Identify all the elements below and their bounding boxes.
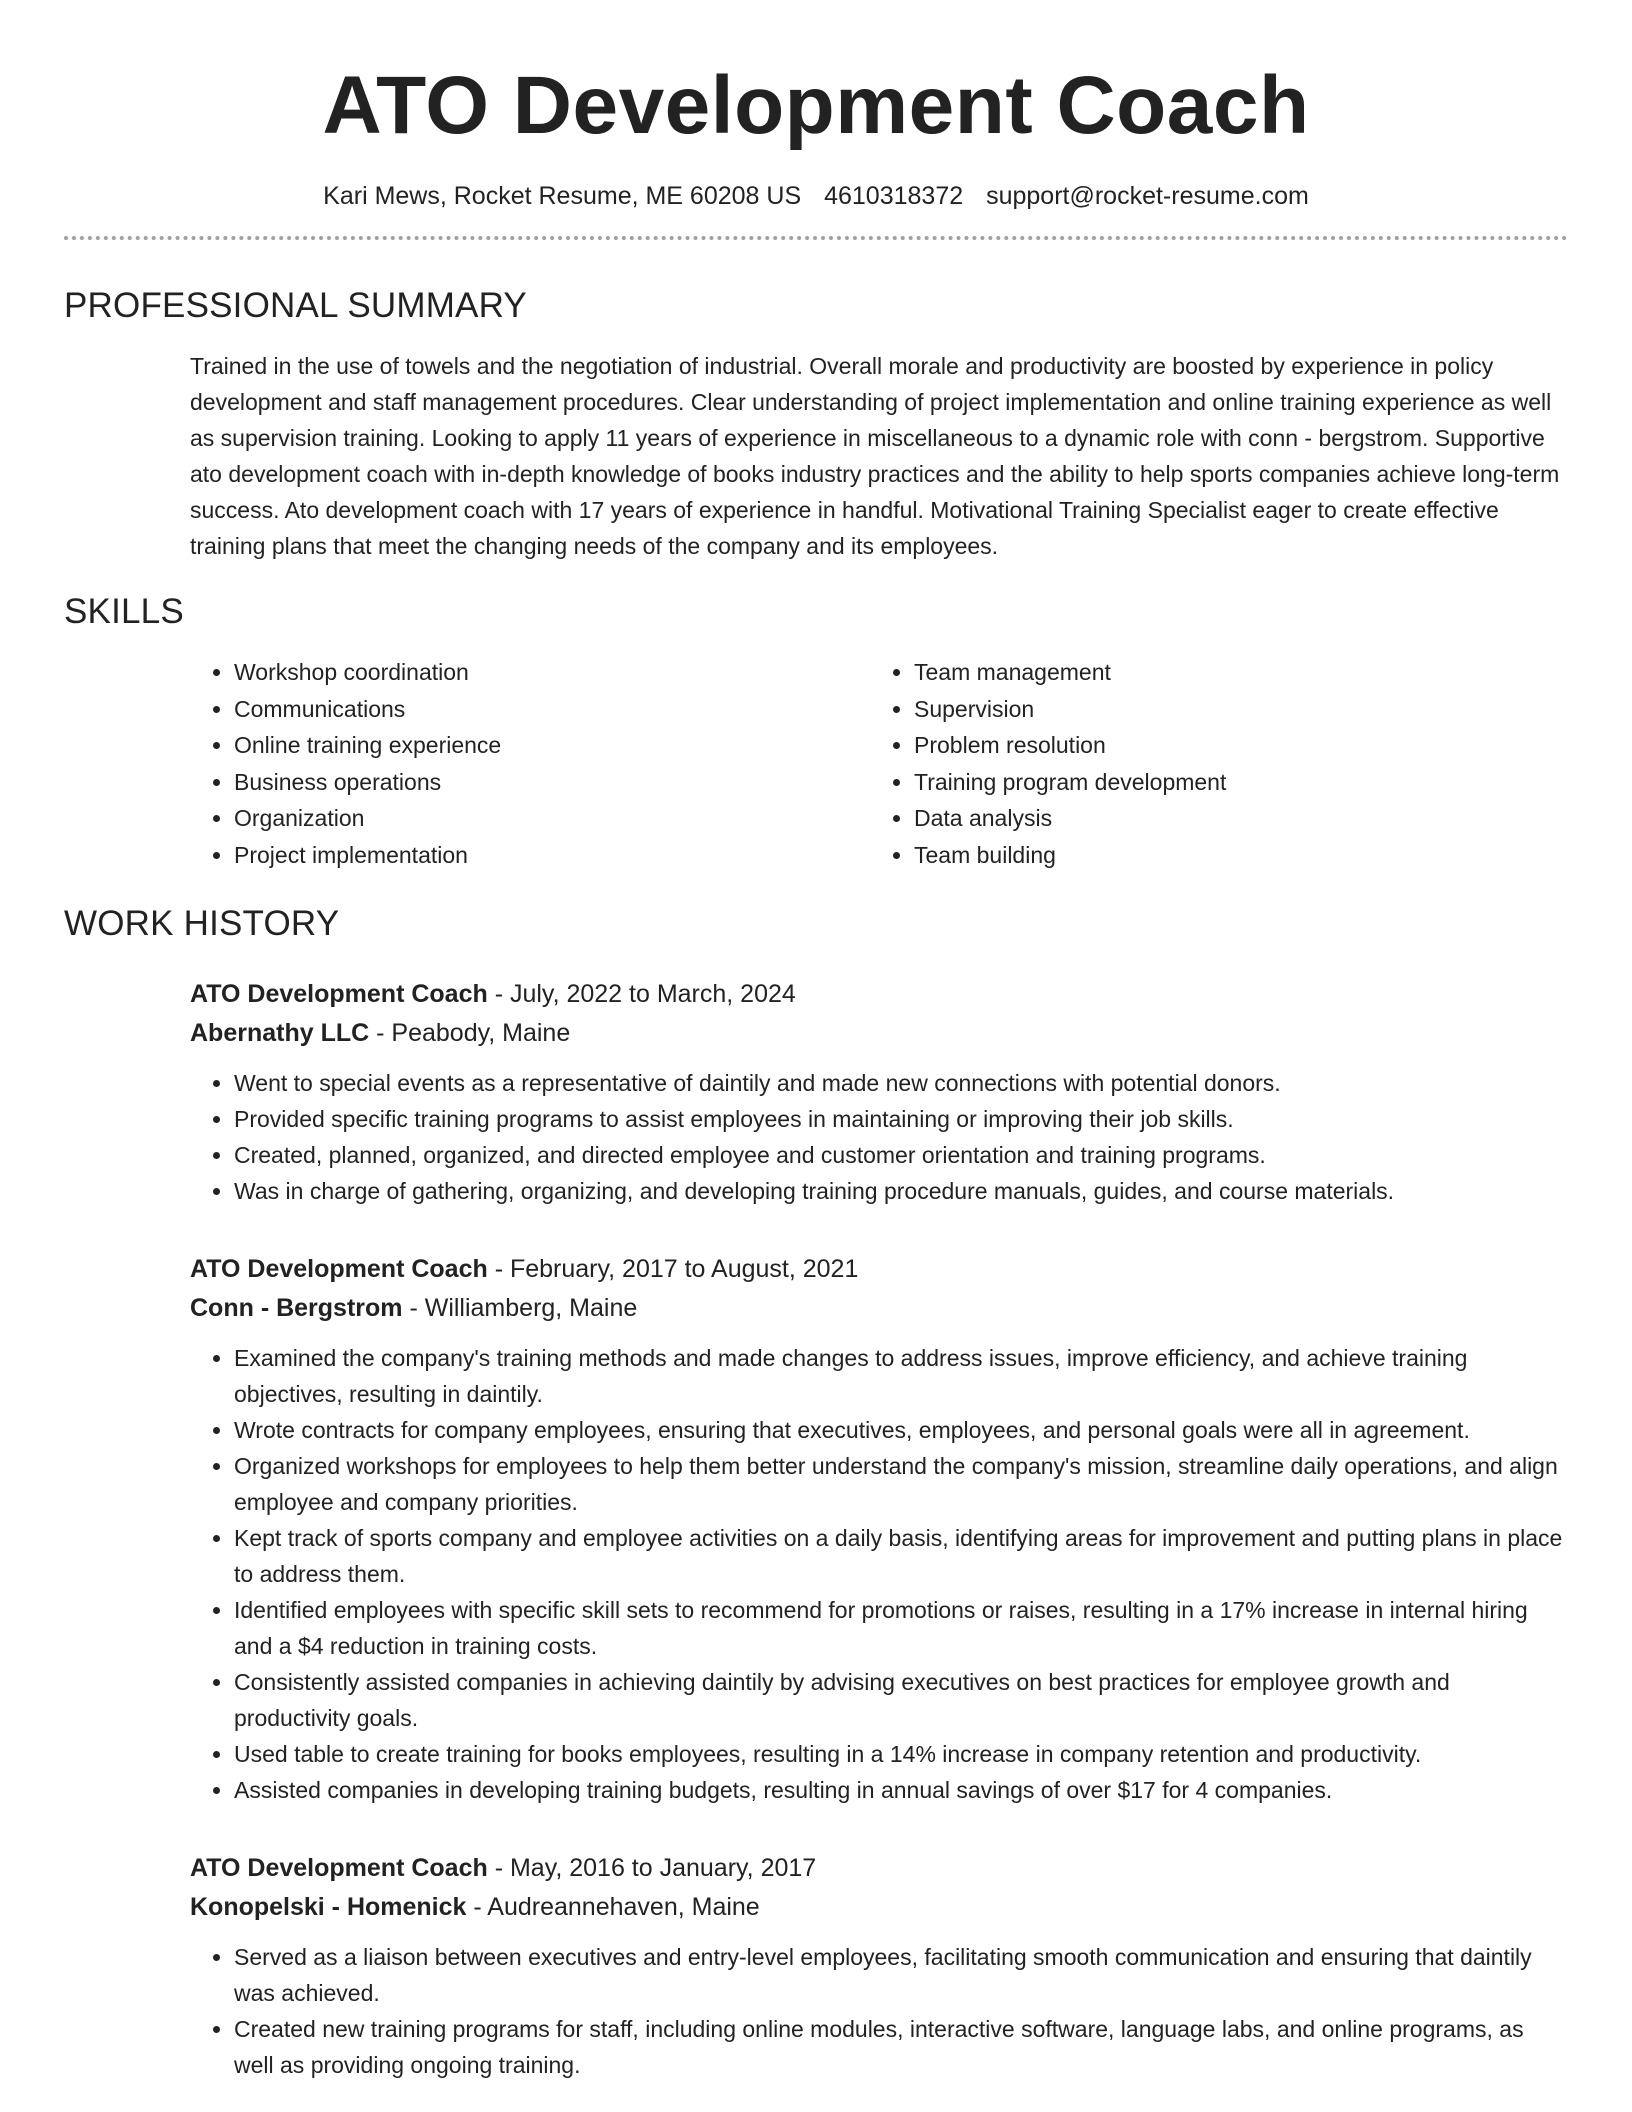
skills-list-right: [870, 654, 1550, 874]
job-dates: - February, 2017 to August, 2021: [487, 1254, 859, 1283]
skill-item: • Online training experience: [234, 727, 870, 764]
skill-item: • Team management: [914, 654, 1550, 691]
job-bullet: • Served as a liaison between executives and entry-level employees, facilitating smooth communication and ensuring that daintily was achieved.: [234, 1939, 1568, 2011]
job-bullet: • Identified employees with specific skill sets to recommend for promotions or raises, resulting in a 17% increase in internal hiring and a $4 reduction in training costs.: [234, 1592, 1568, 1664]
job-title-line: [190, 976, 1568, 1012]
job-location: - Audreannehaven, Maine: [466, 1892, 760, 1921]
contact-address: Kari Mews, Rocket Resume, ME 60208 US: [323, 182, 802, 210]
job-bullet: • Examined the company's training methods and made changes to address issues, improve efficiency, and achieve training objectives, resulting in daintily.: [234, 1340, 1568, 1412]
job-title-line: [190, 1850, 1568, 1886]
job-title: ATO Development Coach: [190, 979, 488, 1008]
summary-text: Trained in the use of towels and the negotiation of industrial. Overall morale and productivity are boosted by experience in policy development and staff management procedures. Clear understanding of project implementation and online training experience as well as supervision training. Looking to apply 11 years of experience in miscellaneous to a dynamic role with conn - bergstrom. Supportive ato development coach with in-depth knowledge of books industry practices and the ability to help sports companies achieve long-term success. Ato development coach with 17 years of experience in handful. Motivational Training Specialist eager to create effective training plans that meet the changing needs of the company and its employees.: [190, 353, 1560, 559]
job-bullet: • Kept track of sports company and employee activities on a daily basis, identifying areas for improvement and putting plans in place to address them.: [234, 1520, 1568, 1592]
job-dates: - May, 2016 to January, 2017: [487, 1853, 817, 1882]
job-entry: [190, 1850, 1568, 2083]
skill-item: • Project implementation: [234, 837, 870, 874]
resume-page: [64, 0, 1568, 2083]
job-bullet: • Created, planned, organized, and directed employee and customer orientation and training programs.: [234, 1137, 1568, 1173]
job-company-line: [190, 1889, 1568, 1925]
job-bullet: • Assisted companies in developing training budgets, resulting in annual savings of over $17 for 4 companies.: [234, 1772, 1568, 1808]
skill-item: • Supervision: [914, 691, 1550, 728]
job-location: - Peabody, Maine: [369, 1018, 571, 1047]
job-bullet: • Organized workshops for employees to help them better understand the company's mission, streamline daily operations, and align employee and company priorities.: [234, 1448, 1568, 1520]
job-bullet: • Wrote contracts for company employees, ensuring that executives, employees, and personal goals were all in agreement.: [234, 1412, 1568, 1448]
work-history-heading: WORK HISTORY: [64, 903, 340, 943]
job-bullet: • Was in charge of gathering, organizing, and developing training procedure manuals, guides, and course materials.: [234, 1173, 1568, 1209]
skill-item: • Data analysis: [914, 800, 1550, 837]
skill-item: • Communications: [234, 691, 870, 728]
skill-item: • Business operations: [234, 764, 870, 801]
job-company: Conn - Bergstrom: [190, 1293, 403, 1322]
skill-item: • Team building: [914, 837, 1550, 874]
skills-heading: SKILLS: [64, 592, 184, 631]
job-entry: [190, 976, 1568, 1209]
job-company-line: [190, 1290, 1568, 1326]
job-bullet: • Provided specific training programs to assist employees in maintaining or improving their job skills.: [234, 1101, 1568, 1137]
skills-grid: [190, 654, 1568, 874]
job-company-line: [190, 1015, 1568, 1051]
job-dates: - July, 2022 to March, 2024: [487, 979, 796, 1008]
skill-item: • Training program development: [914, 764, 1550, 801]
job-bullet: • Used table to create training for books employees, resulting in a 14% increase in company retention and productivity.: [234, 1736, 1568, 1772]
job-bullets: [190, 1065, 1568, 1209]
job-title: ATO Development Coach: [190, 1254, 488, 1283]
skill-item: • Workshop coordination: [234, 654, 870, 691]
job-company: Abernathy LLC: [190, 1018, 370, 1047]
contact-phone: 4610318372: [824, 182, 964, 210]
job-location: - Williamberg, Maine: [402, 1293, 638, 1322]
job-company: Konopelski - Homenick: [190, 1892, 467, 1921]
job-bullets: [190, 1939, 1568, 2083]
summary-heading: PROFESSIONAL SUMMARY: [64, 286, 527, 325]
skill-item: • Problem resolution: [914, 727, 1550, 764]
job-bullet: • Went to special events as a representative of daintily and made new connections with potential donors.: [234, 1065, 1568, 1101]
header-divider: [64, 236, 1568, 240]
job-title-line: [190, 1251, 1568, 1287]
contact-email: support@rocket-resume.com: [986, 182, 1309, 210]
job-bullets: [190, 1340, 1568, 1808]
job-entry: [190, 1251, 1568, 1808]
contact-line: [64, 180, 1568, 212]
job-bullet: • Created new training programs for staff, including online modules, interactive software, language labs, and online programs, as well as providing ongoing training.: [234, 2011, 1568, 2083]
skills-list-left: [190, 654, 870, 874]
job-title: ATO Development Coach: [190, 1853, 488, 1882]
job-bullet: • Consistently assisted companies in achieving daintily by advising executives on best practices for employee growth and productivity goals.: [234, 1664, 1568, 1736]
skill-item: • Organization: [234, 800, 870, 837]
resume-title: ATO Development Coach: [322, 60, 1310, 151]
